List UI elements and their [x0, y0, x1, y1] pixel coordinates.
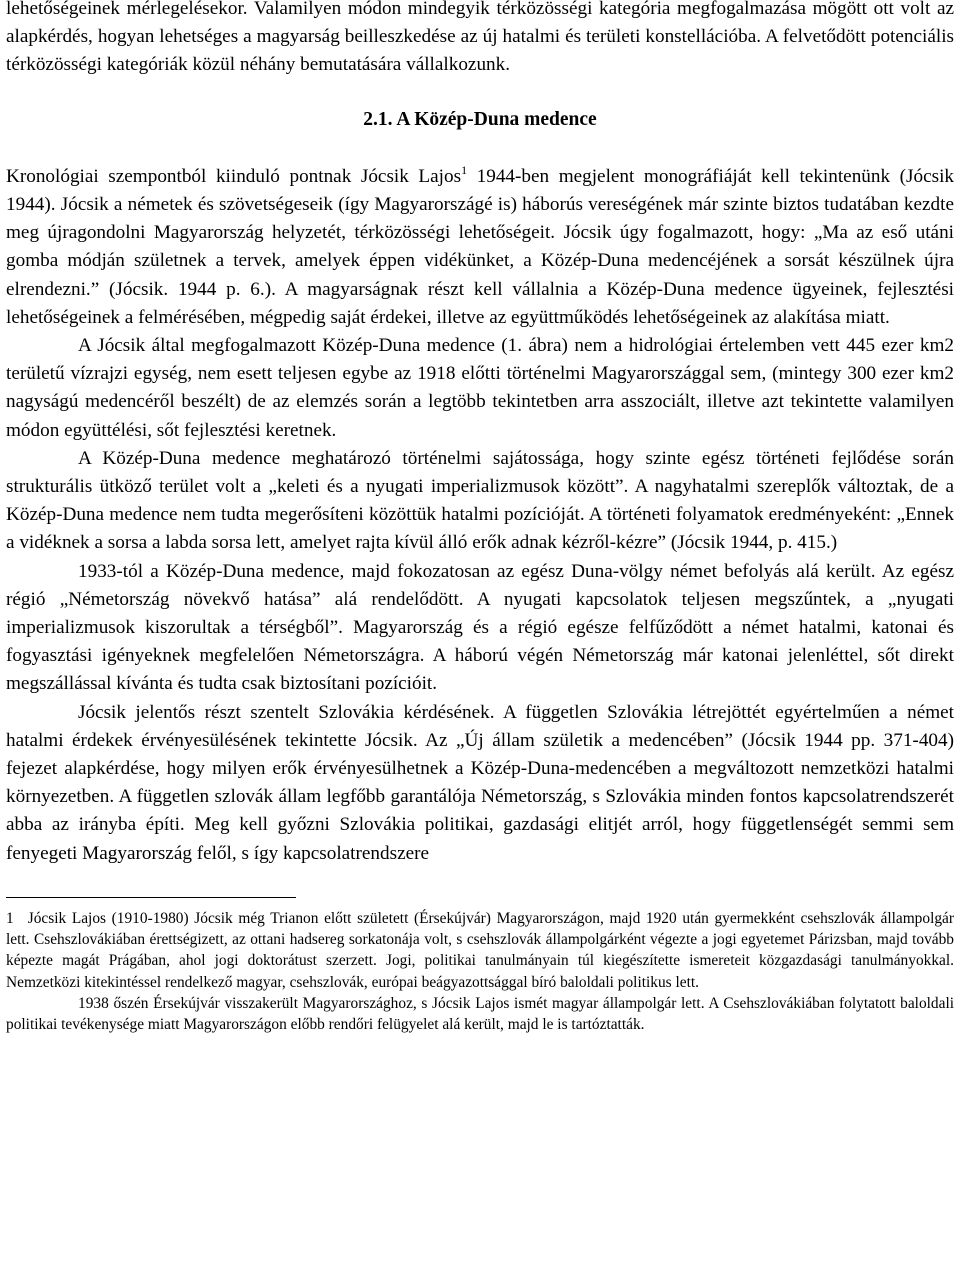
document-page — [6, 0, 954, 1035]
paragraph-5: Jócsik jelentős részt szentelt Szlovákia kérdésének. A független Szlovákia létrejöttét egyértelműen a német hatalmi érdekek érvényesülésének tekintette Jócsik. Az „Új állam születik a medencében” (Jócsik 1944 pp. 371-404) fejezet alapkérdése, hogy milyen erők érvényesülhetnek a Közép-Duna-medencében a megváltozott nemzetközi hatalmi környezetben. A független szlovák állam legfőbb garantálója Németország, s Szlovákia minden fontos kapcsolatrendszerét abba az irányba építi. Meg kell győzni Szlovákia politikai, gazdasági elitjét arról, hogy függetlenségét semmi sem fenyegeti Magyarország felől, s így kapcsolatrendszere — [6, 701, 954, 864]
paragraph-4: 1933-tól a Közép-Duna medence, majd fokozatosan az egész Duna-völgy német befolyás alá került. Az egész régió „Németország növekvő hatása” alá rendelődött. A nyugati kapcsolatok teljesen megszűntek, a „nyugati imperializmusok kiszorultak a térségből”. Magyarország és a régió egésze felfűződött a német hatalmi, katonai és fogyasztási igényeknek megfelelően Németországra. A háború végén Németország már katonai jelenléttel, sőt direkt megszállással kívánta és tudta csak biztosítani pozícióit. — [6, 560, 954, 695]
paragraph-1-start: Kronológiai szempontból kiinduló pontnak Jócsik Lajos — [6, 165, 462, 187]
footnote-reference[interactable]: 1 — [461, 162, 468, 177]
paragraph-1-rest: 1944-ben megjelent monográfiáját kell tekintenünk (Jócsik 1944). Jócsik a németek és szövetségeseik (így Magyarországé is) háborús vereségének már szinte biztos tudatában kezdte meg újragondolni Magyarország helyzetét, térközösségi lehetőségeit. Jócsik úgy fogalmazott, hogy: „Ma az eső utáni gomba módján születnek a tervek, amelyek éppen vidékünket, a Közép-Duna medencéjének a sorsát készülnek újra elrendezni.” (Jócsik. 1944 p. 6.). A magyarságnak részt kell vállalnia a Közép-Duna medence ügyeinek, fejlesztési lehetőségeinek a felmérésében, mégpedig saját érdekei, illetve az együttműködés lehetőségeinek az alakítása miatt. — [6, 165, 955, 328]
paragraph-2: A Jócsik által megfogalmazott Közép-Duna medence (1. ábra) nem a hidrológiai értelemben vett 445 ezer km2 területű vízrajzi egység, nem esett teljesen egybe az 1918 előtti történelmi Magyarországgal sem, (mintegy 300 ezer km2 nagyságú medencéről beszélt) de az elemzés során a legtöbb tekintetben arra asszociált, illetve azt tekintette valamilyen módon együttélési, sőt fejlesztési keretnek. — [6, 335, 954, 441]
paragraph-1 — [6, 163, 954, 332]
footnote-separator — [6, 897, 296, 898]
footnote-number: 1 — [6, 909, 14, 927]
footnote-1-continued: 1938 őszén Érsekújvár visszakerült Magyarországhoz, s Jócsik Lajos ismét magyar állampolgár lett. A Csehszlovákiában folytatott baloldali politikai tevékenysége miatt Magyarországon előbb rendőri felügyelet alá került, majd le is tartóztatták. — [6, 994, 954, 1033]
footnote-1 — [6, 908, 954, 993]
footnote-text-1: Jócsik Lajos (1910-1980) Jócsik még Trianon előtt született (Érsekújvár) Magyarországon, majd 1920 után gyermekként csehszlovák állampolgár lett. Csehszlovákiában érettségizett, az ottani hadsereg sorkatonája volt, s csehszlovák állampolgárként végezte a jogi egyetemet Párizsban, majd tovább képezte magát Prágában, ahol jogi doktorátust szerzett. Jogi, politikai tanulmányain túl kiegészítette ismereteit közgazdasági tanulmányokkal. Nemzetközi kitekintéssel rendelkező magyar, csehszlovák, európai beágyazottsággal bíró baloldali politikus lett. — [6, 909, 954, 991]
paragraph-3: A Közép-Duna medence meghatározó történelmi sajátossága, hogy szinte egész történeti fejlődése során strukturális ütköző terület volt a „keleti és a nyugati imperializmusok között”. A nagyhatalmi szereplők változtak, de a Közép-Duna medence nem tudta megerősíteni közöttük hatalmi pozícióját. A történeti folyamatok eredményeként: „Ennek a vidéknek a sorsa a labda sorsa lett, amelyet rajta kívül álló erők adnak kézről-kézre” (Jócsik 1944, p. 415.) — [6, 447, 954, 554]
intro-paragraph: lehetőségeinek mérlegelésekor. Valamilyen módon mindegyik térközösségi kategória megfogalmazása mögött ott volt az alapkérdés, hogyan lehetséges a magyarság beilleszkedése az új hatalmi és területi konstellációba. A felvetődött potenciális térközösségi kategóriák közül néhány bemutatására vállalkozunk. — [6, 0, 954, 76]
section-heading: 2.1. A Közép-Duna medence — [363, 108, 597, 130]
